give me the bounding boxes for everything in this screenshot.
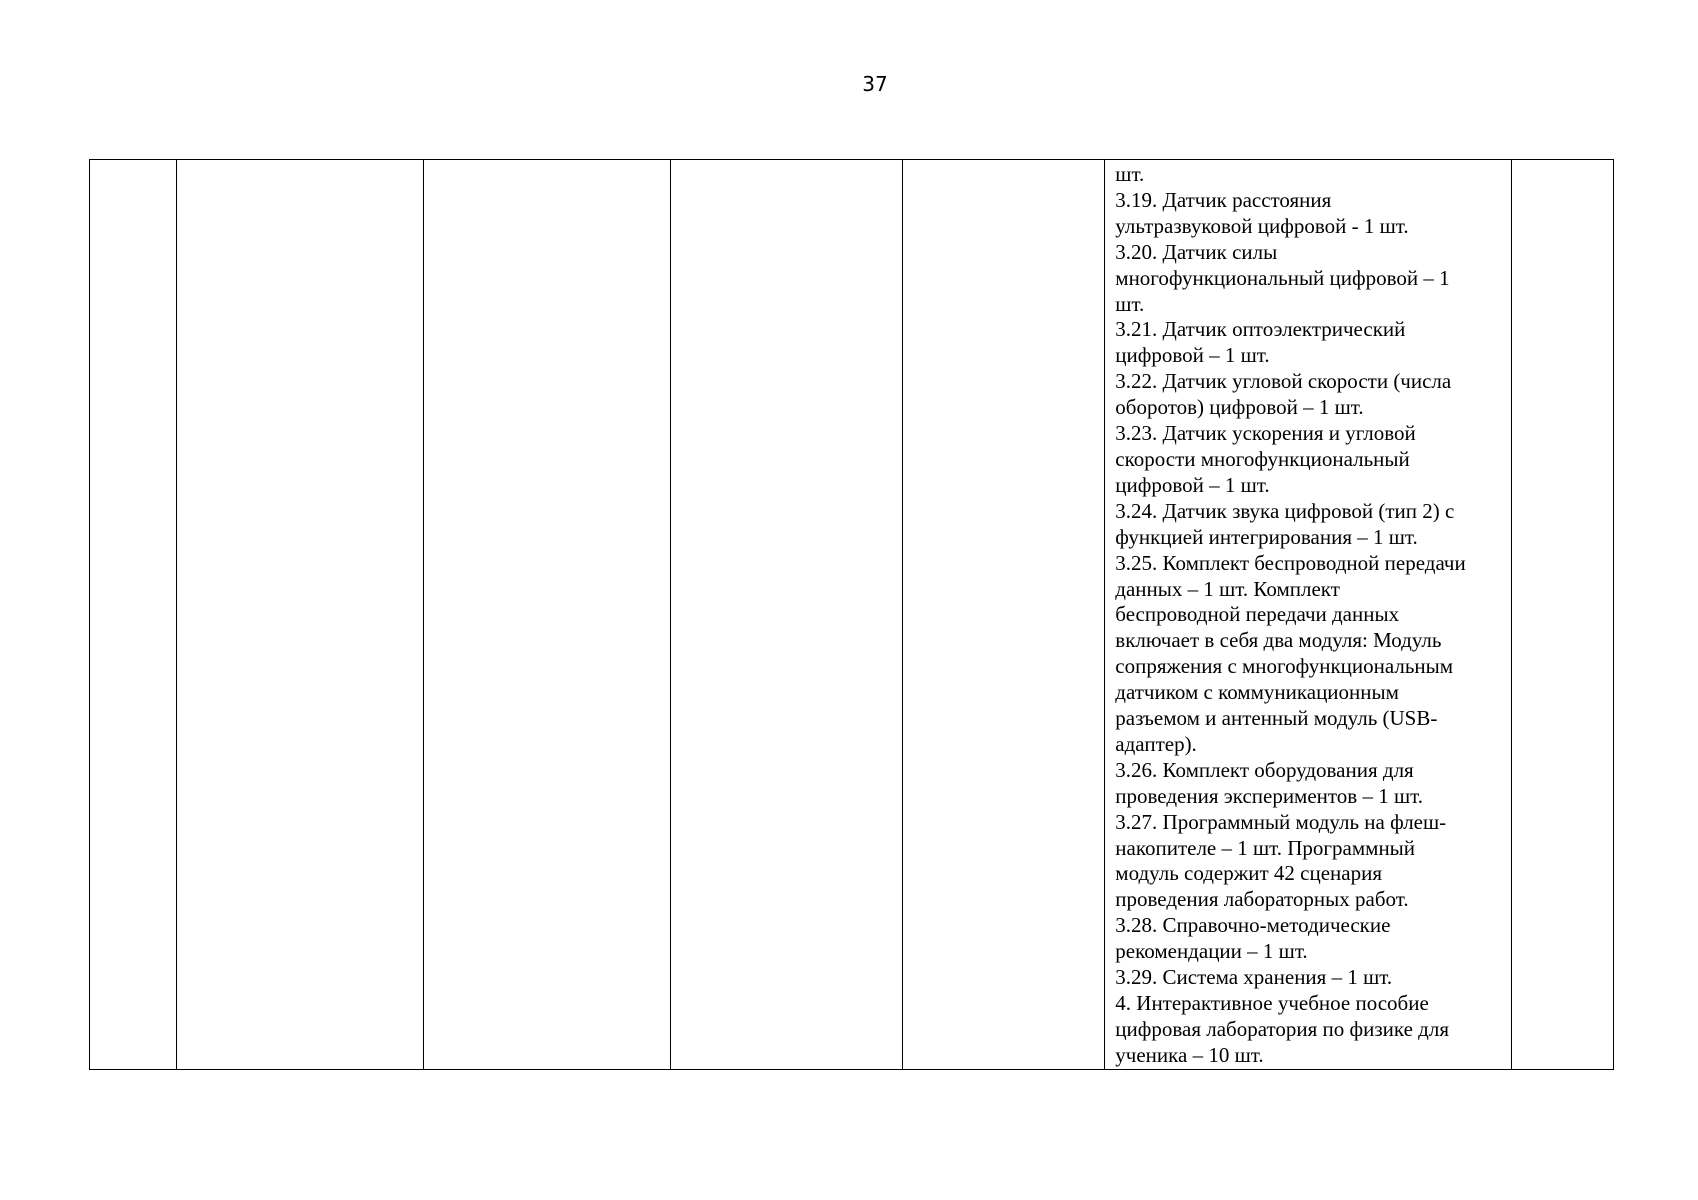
equipment-line: накопителе – 1 шт. Программный	[1115, 835, 1416, 860]
page-number: 37	[862, 72, 888, 96]
equipment-line: многофункциональный цифровой – 1	[1115, 265, 1450, 290]
equipment-line: проведения лабораторных работ.	[1115, 887, 1409, 912]
table-row	[90, 160, 1614, 1070]
equipment-list-cell	[1105, 160, 1511, 1070]
equipment-line: 3.25. Комплект беспроводной передачи	[1115, 550, 1466, 575]
equipment-line: включает в себя два модуля: Модуль	[1115, 628, 1442, 653]
equipment-line: шт.	[1115, 291, 1145, 316]
equipment-line: цифровой – 1 шт.	[1115, 343, 1270, 368]
equipment-line: 3.23. Датчик ускорения и угловой	[1115, 421, 1416, 446]
equipment-line: 3.26. Комплект оборудования для	[1115, 757, 1414, 782]
equipment-line: 4. Интерактивное учебное пособие	[1115, 991, 1429, 1015]
equipment-line: беспроводной передачи данных	[1115, 602, 1400, 627]
table-cell-col1	[90, 160, 177, 1070]
equipment-line: скорости многофункциональный	[1115, 446, 1410, 471]
table-cell-col3	[424, 160, 671, 1070]
equipment-line: датчиком с коммуникационным	[1115, 680, 1399, 705]
equipment-line: адаптер).	[1115, 731, 1197, 756]
equipment-line: 3.28. Справочно-методические	[1115, 913, 1391, 938]
equipment-line: 3.27. Программный модуль на флеш-	[1115, 809, 1447, 834]
equipment-line: проведения экспериментов – 1 шт.	[1115, 783, 1423, 808]
equipment-line: функцией интегрирования – 1 шт.	[1115, 524, 1418, 549]
equipment-line: сопряжения с многофункциональным	[1115, 654, 1454, 679]
table-cell-col4	[670, 160, 902, 1070]
equipment-line: данных – 1 шт. Комплект	[1115, 576, 1340, 601]
equipment-line: модуль содержит 42 сценария	[1115, 861, 1383, 886]
equipment-line: шт.	[1115, 162, 1145, 186]
equipment-line: 3.19. Датчик расстояния	[1115, 187, 1332, 212]
equipment-line: 3.29. Система хранения – 1 шт.	[1115, 965, 1393, 990]
equipment-line: цифровая лаборатория по физике для	[1115, 1016, 1449, 1041]
equipment-line: ученика – 10 шт.	[1115, 1042, 1264, 1067]
equipment-table	[89, 159, 1614, 1070]
equipment-line: 3.22. Датчик угловой скорости (числа	[1115, 369, 1452, 394]
table-cell-col5	[902, 160, 1105, 1070]
equipment-line: цифровой – 1 шт.	[1115, 472, 1270, 497]
equipment-line: 3.21. Датчик оптоэлектрический	[1115, 317, 1406, 342]
equipment-line: рекомендации – 1 шт.	[1115, 939, 1308, 964]
equipment-line: оборотов) цифровой – 1 шт.	[1115, 395, 1364, 420]
table-cell-col7	[1511, 160, 1613, 1070]
equipment-line: разъемом и антенный модуль (USB-	[1115, 706, 1438, 731]
equipment-line: ультразвуковой цифровой - 1 шт.	[1115, 213, 1409, 238]
equipment-line: 3.24. Датчик звука цифровой (тип 2) с	[1115, 498, 1455, 523]
equipment-line: 3.20. Датчик силы	[1115, 239, 1278, 264]
table-cell-col2	[177, 160, 424, 1070]
